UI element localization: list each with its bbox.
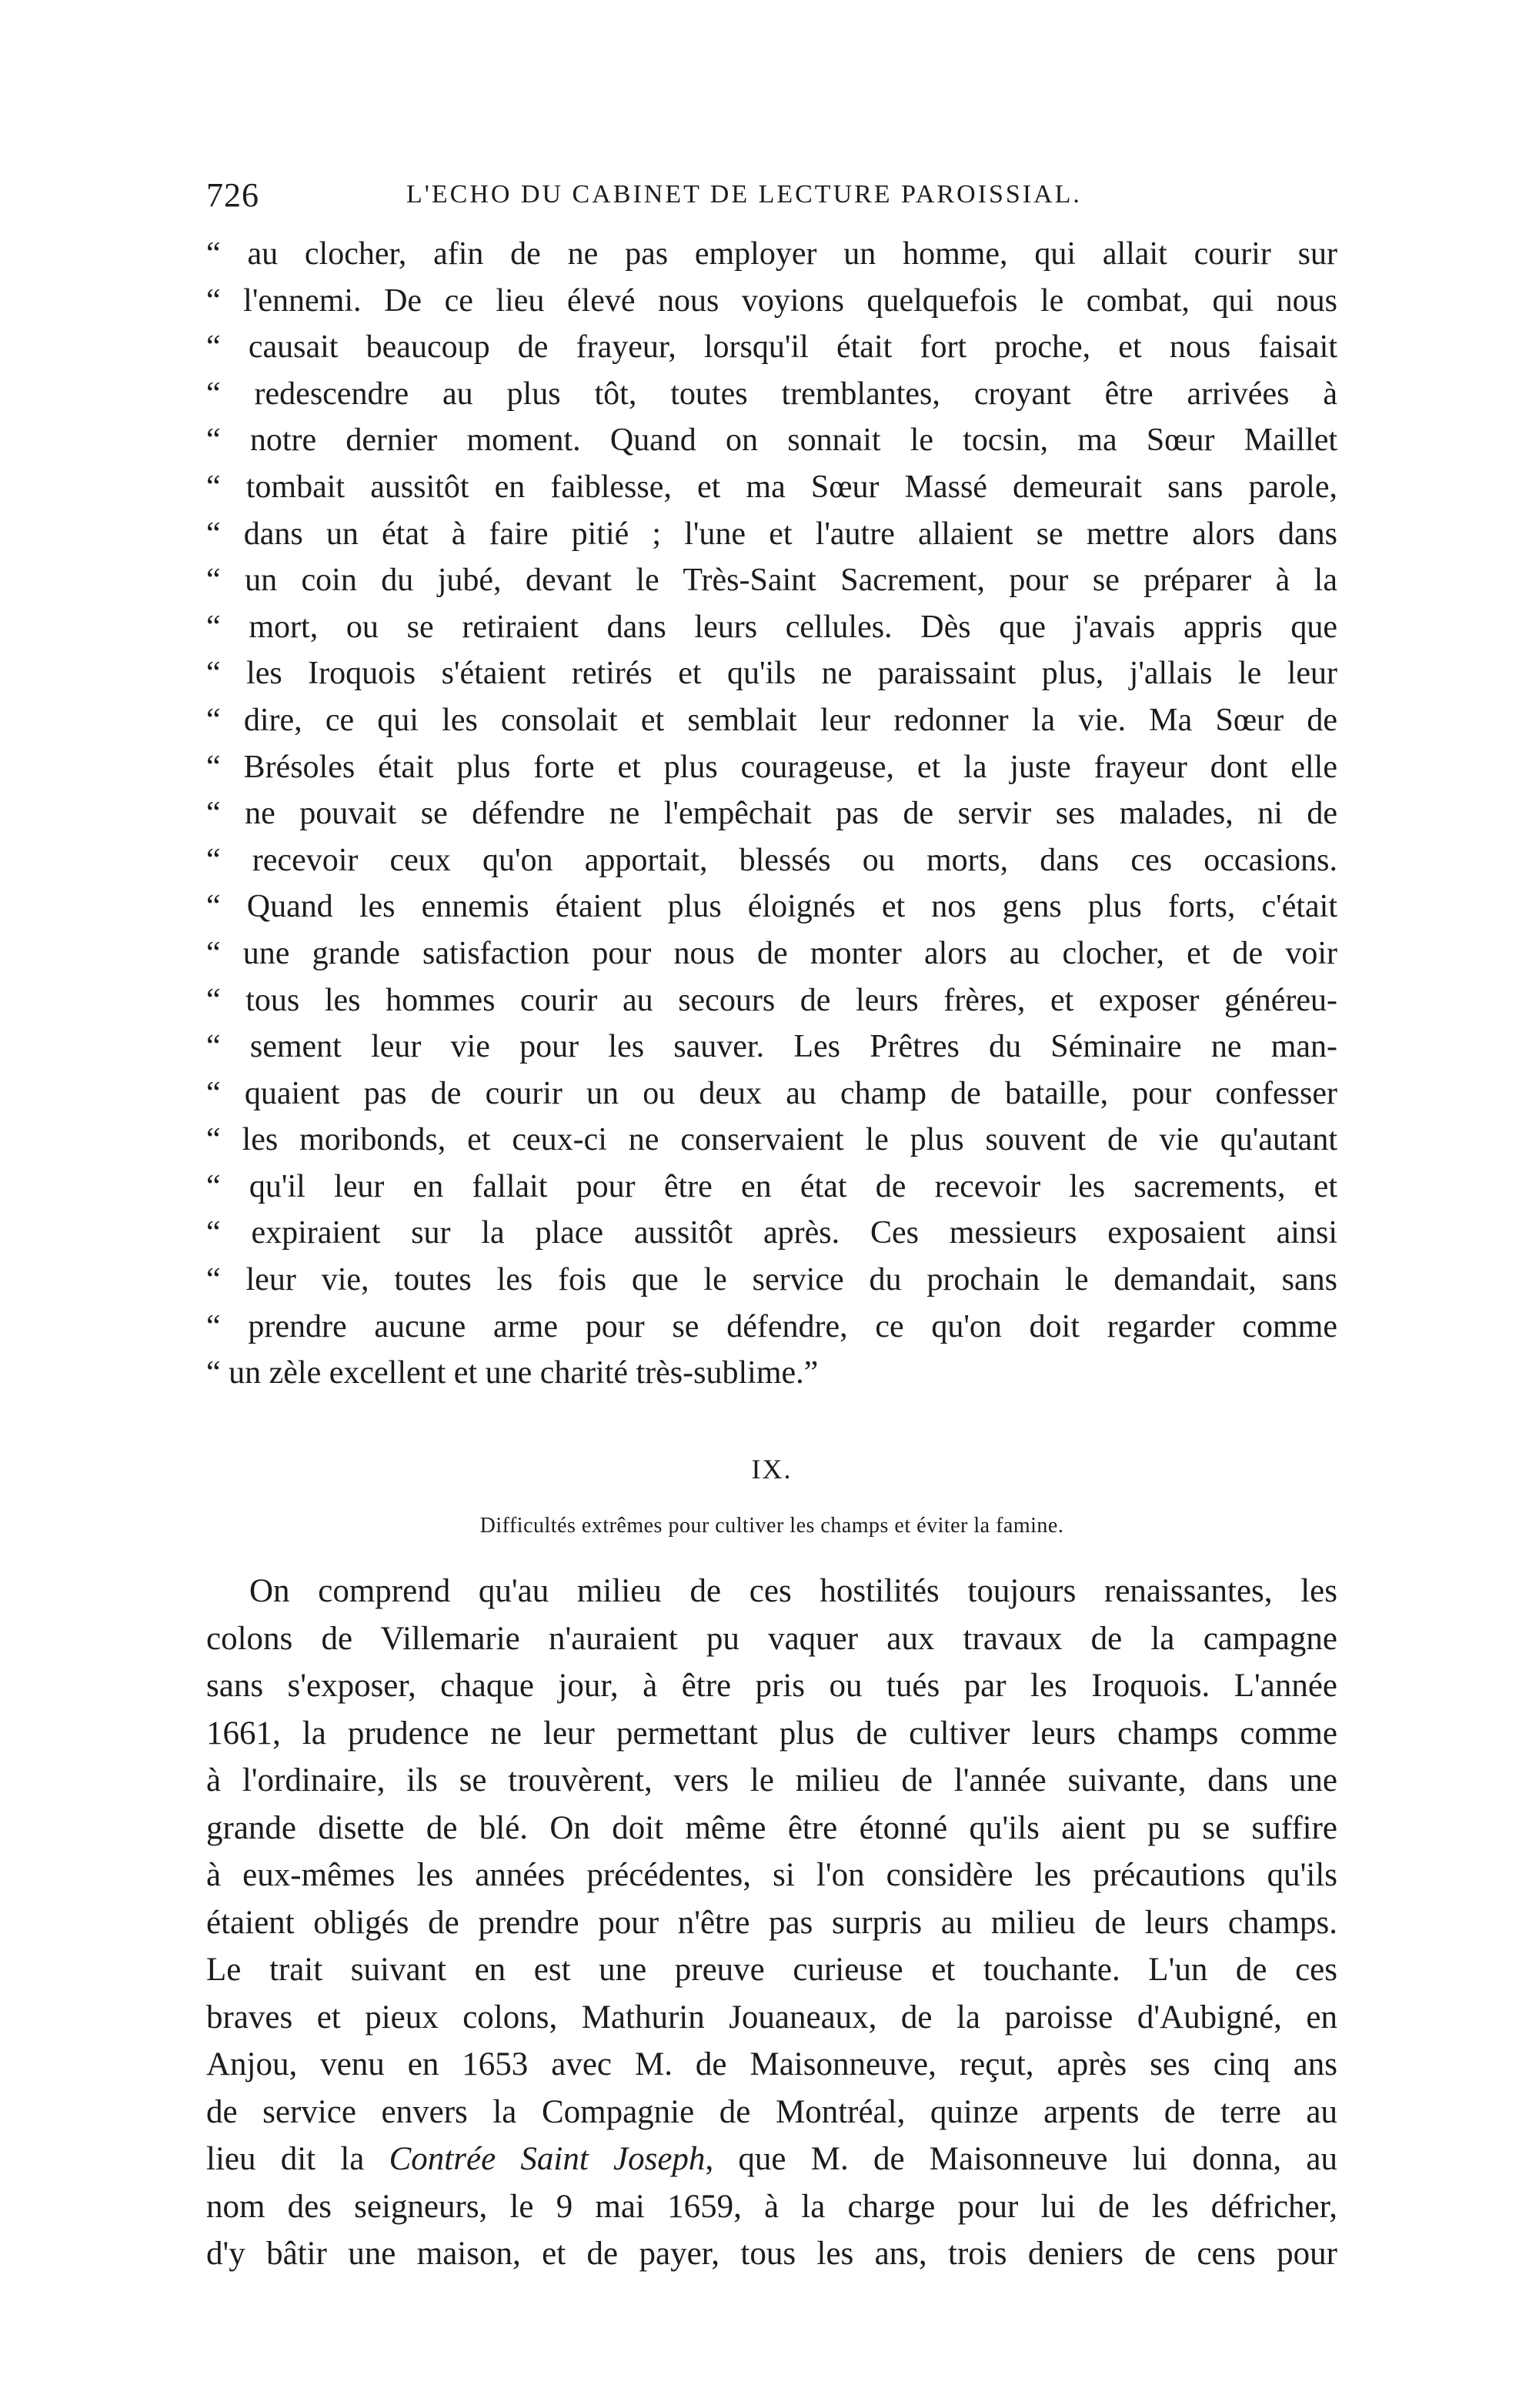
- main-paragraph: [206, 1568, 1337, 2278]
- paragraph-line: étaient obligés de prendre pour n'être pas surpris au milieu de leurs champs.: [206, 1904, 1337, 1941]
- paragraph-line: grande disette de blé. On doit même être étonné qu'ils aient pu se suffire: [206, 1809, 1337, 1846]
- quote-line: “ quaient pas de courir un ou deux au champ de bataille, pour confesser: [206, 1075, 1337, 1111]
- paragraph-line: colons de Villemarie n'auraient pu vaquer aux travaux de la campagne: [206, 1620, 1337, 1657]
- quote-line: “ dire, ce qui les consolait et semblait leur redonner la vie. Ma Sœur de: [206, 702, 1337, 738]
- paragraph-line: braves et pieux colons, Mathurin Jouaneaux, de la paroisse d'Aubigné, en: [206, 1999, 1337, 2036]
- quote-line: “ les Iroquois s'étaient retirés et qu'ils ne paraissaint plus, j'allais le leur: [206, 656, 1337, 692]
- quote-line: “ redescendre au plus tôt, toutes tremblantes, croyant être arrivées à: [206, 376, 1337, 412]
- place-name-italic: Contrée Saint Joseph: [389, 2141, 706, 2177]
- quote-line: “ un zèle excellent et une charité très-sublime.”: [206, 1355, 819, 1391]
- paragraph-line: On comprend qu'au milieu de ces hostilités toujours renaissantes, les: [249, 1573, 1337, 1609]
- quote-line: “ ne pouvait se défendre ne l'empêchait pas de servir ses malades, ni de: [206, 796, 1337, 832]
- quote-line: “ notre dernier moment. Quand on sonnait le tocsin, ma Sœur Maillet: [206, 422, 1337, 459]
- quote-line: “ qu'il leur en fallait pour être en état de recevoir les sacrements, et: [206, 1168, 1337, 1204]
- running-title: L'ECHO DU CABINET DE LECTURE PAROISSIAL.: [406, 180, 1082, 209]
- quote-line: “ tous les hommes courir au secours de leurs frères, et exposer généreu-: [206, 982, 1337, 1018]
- page-number: 726: [206, 176, 259, 214]
- quote-line: “ dans un état à faire pitié ; l'une et l'autre allaient se mettre alors dans: [206, 516, 1337, 552]
- line-text-before: lieu dit la: [206, 2141, 389, 2177]
- paragraph-line: à l'ordinaire, ils se trouvèrent, vers le milieu de l'année suivante, dans une: [206, 1762, 1337, 1798]
- section-number: IX.: [751, 1454, 793, 1485]
- paragraph-line: nom des seigneurs, le 9 mai 1659, à la charge pour lui de les défricher,: [206, 2188, 1337, 2225]
- quote-line: “ une grande satisfaction pour nous de monter alors au clocher, et de voir: [206, 935, 1337, 971]
- quote-line: “ causait beaucoup de frayeur, lorsqu'il était fort proche, et nous faisait: [206, 329, 1337, 366]
- quote-line: “ recevoir ceux qu'on apportait, blessés ou morts, dans ces occasions.: [206, 842, 1337, 878]
- paragraph-line: Le trait suivant en est une preuve curieuse et touchante. L'un de ces: [206, 1952, 1337, 1988]
- quote-line: “ un coin du jubé, devant le Très-Saint Sacrement, pour se préparer à la: [206, 563, 1337, 599]
- paragraph-line: Anjou, venu en 1653 avec M. de Maisonneuve, reçut, après ses cinq ans: [206, 2046, 1337, 2082]
- quote-line: “ sement leur vie pour les sauver. Les Prêtres du Séminaire ne man-: [206, 1029, 1337, 1065]
- quote-line: “ mort, ou se retiraient dans leurs cellules. Dès que j'avais appris que: [206, 609, 1337, 645]
- quote-line: “ prendre aucune arme pour se défendre, ce qu'on doit regarder comme: [206, 1308, 1337, 1344]
- quote-line: “ l'ennemi. De ce lieu élevé nous voyions quelquefois le combat, qui nous: [206, 282, 1337, 319]
- paragraph-line: d'y bâtir une maison, et de payer, tous les ans, trois deniers de cens pour: [206, 2236, 1337, 2272]
- quote-line: “ Quand les ennemis étaient plus éloignés et nos gens plus forts, c'était: [206, 889, 1337, 925]
- paragraph-line: 1661, la prudence ne leur permettant plus de cultiver leurs champs comme: [206, 1715, 1337, 1752]
- paragraph-line: sans s'exposer, chaque jour, à être pris ou tués par les Iroquois. L'année: [206, 1668, 1337, 1704]
- paragraph-line: à eux-mêmes les années précédentes, si l'on considère les précautions qu'ils: [206, 1857, 1337, 1893]
- quote-line: “ tombait aussitôt en faiblesse, et ma Sœur Massé demeurait sans parole,: [206, 469, 1337, 505]
- quoted-passage: [206, 231, 1337, 1397]
- section-title: Difficultés extrêmes pour cultiver les champs et éviter la famine.: [479, 1514, 1064, 1538]
- quote-line: “ au clocher, afin de ne pas employer un homme, qui allait courir sur: [206, 236, 1337, 272]
- paragraph-line-with-place-name: [206, 2136, 1337, 2183]
- page-header: [206, 175, 1337, 222]
- quote-line: “ Brésoles était plus forte et plus courageuse, et la juste frayeur dont elle: [206, 749, 1337, 785]
- quote-line: “ expiraient sur la place aussitôt après. Ces messieurs exposaient ainsi: [206, 1215, 1337, 1251]
- quote-line: “ les moribonds, et ceux-ci ne conservaient le plus souvent de vie qu'autant: [206, 1122, 1337, 1158]
- paragraph-line: de service envers la Compagnie de Montréal, quinze arpents de terre au: [206, 2093, 1337, 2130]
- quote-line: “ leur vie, toutes les fois que le service du prochain le demandait, sans: [206, 1262, 1337, 1298]
- line-text-after: , que M. de Maisonneuve lui donna, au: [705, 2141, 1337, 2177]
